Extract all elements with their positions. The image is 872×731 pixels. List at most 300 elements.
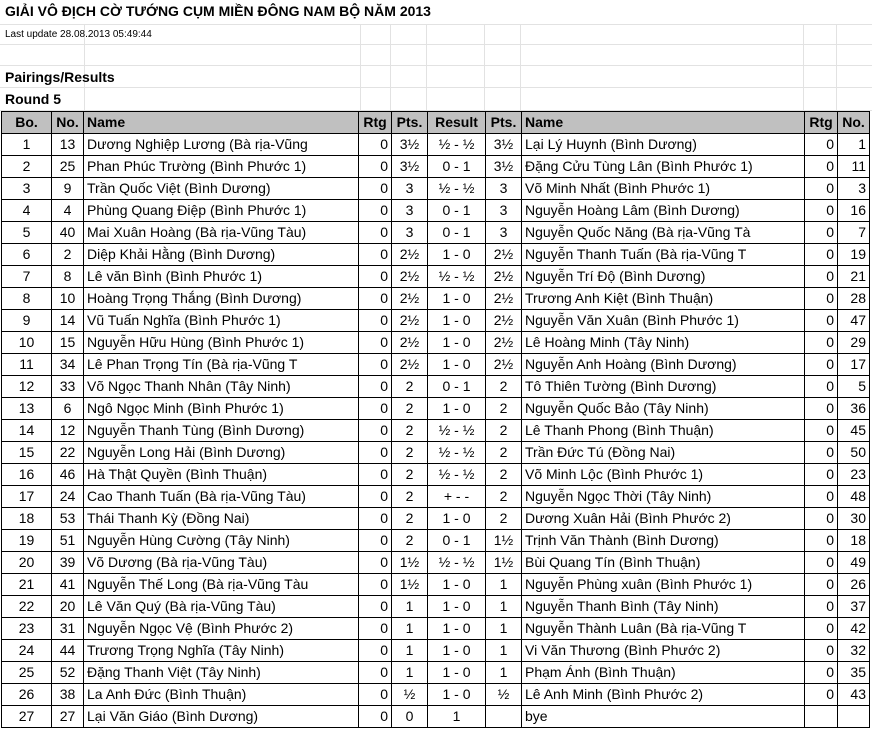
game-result: 1 - 0 [428, 508, 486, 530]
white-player-points: 0 [392, 706, 428, 728]
white-player-name: Lại Văn Giáo (Bình Dương) [84, 706, 359, 728]
white-player-number: 22 [52, 442, 84, 464]
white-player-number: 8 [52, 266, 84, 288]
black-player-name: Dương Xuân Hải (Bình Phước 2) [522, 508, 805, 530]
board-number: 6 [2, 244, 52, 266]
board-number: 20 [2, 552, 52, 574]
white-player-number: 2 [52, 244, 84, 266]
black-player-name: Phạm Ánh (Bình Thuận) [522, 662, 805, 684]
table-row [2, 200, 870, 222]
white-player-name: Cao Thanh Tuấn (Bà rịa-Vũng Tàu) [84, 486, 359, 508]
black-player-rating: 0 [805, 156, 838, 178]
section-heading: Pairings/Results [5, 69, 115, 85]
table-row [2, 442, 870, 464]
game-result: ½ - ½ [428, 420, 486, 442]
header-row [2, 112, 870, 134]
game-result: 0 - 1 [428, 222, 486, 244]
white-player-name: Vũ Tuấn Nghĩa (Bình Phước 1) [84, 310, 359, 332]
black-player-rating: 0 [805, 530, 838, 552]
white-player-points: 2 [392, 420, 428, 442]
black-player-points: 2½ [486, 332, 522, 354]
black-player-points: 1½ [486, 552, 522, 574]
black-player-rating: 0 [805, 310, 838, 332]
game-result: ½ - ½ [428, 442, 486, 464]
black-player-points: 2 [486, 486, 522, 508]
white-player-name: La Anh Đức (Bình Thuận) [84, 684, 359, 706]
black-player-points: 3 [486, 178, 522, 200]
board-number: 5 [2, 222, 52, 244]
white-player-number: 10 [52, 288, 84, 310]
black-player-rating: 0 [805, 508, 838, 530]
white-player-name: Nguyễn Thanh Tùng (Bình Dương) [84, 420, 359, 442]
white-player-number: 6 [52, 398, 84, 420]
game-result: ½ - ½ [428, 266, 486, 288]
black-player-name: Nguyễn Văn Xuân (Bình Phước 1) [522, 310, 805, 332]
white-player-number: 53 [52, 508, 84, 530]
white-player-rating: 0 [359, 684, 392, 706]
board-number: 11 [2, 354, 52, 376]
white-player-name: Nguyễn Long Hải (Bình Dương) [84, 442, 359, 464]
black-player-points: 3½ [486, 134, 522, 156]
black-player-rating: 0 [805, 552, 838, 574]
black-player-points: 2½ [486, 288, 522, 310]
table-row [2, 310, 870, 332]
white-player-rating: 0 [359, 618, 392, 640]
game-result: ½ - ½ [428, 134, 486, 156]
col-header-white-name: Name [84, 112, 359, 134]
black-player-number: 21 [838, 266, 870, 288]
black-player-name: Trần Đức Tú (Đồng Nai) [522, 442, 805, 464]
black-player-number: 11 [838, 156, 870, 178]
white-player-name: Nguyễn Hùng Cường (Tây Ninh) [84, 530, 359, 552]
white-player-rating: 0 [359, 530, 392, 552]
black-player-number: 5 [838, 376, 870, 398]
black-player-number: 26 [838, 574, 870, 596]
white-player-rating: 0 [359, 266, 392, 288]
black-player-rating: 0 [805, 486, 838, 508]
black-player-points: 2½ [486, 310, 522, 332]
white-player-points: ½ [392, 684, 428, 706]
white-player-number: 51 [52, 530, 84, 552]
black-player-rating: 0 [805, 134, 838, 156]
black-player-name: Nguyễn Thanh Tuấn (Bà rịa-Vũng T [522, 244, 805, 266]
black-player-number: 3 [838, 178, 870, 200]
tournament-title: GIẢI VÔ ĐỊCH CỜ TƯỚNG CỤM MIỀN ĐÔNG NAM BỘ NĂM 2013 [5, 3, 431, 19]
white-player-points: 2 [392, 530, 428, 552]
pairings-body [2, 134, 870, 728]
white-player-rating: 0 [359, 310, 392, 332]
table-row [2, 420, 870, 442]
black-player-name: Nguyễn Ngọc Thời (Tây Ninh) [522, 486, 805, 508]
table-row [2, 508, 870, 530]
white-player-number: 34 [52, 354, 84, 376]
black-player-number: 43 [838, 684, 870, 706]
white-player-points: 2½ [392, 288, 428, 310]
black-player-number: 30 [838, 508, 870, 530]
black-player-name: Nguyễn Quốc Bảo (Tây Ninh) [522, 398, 805, 420]
table-row [2, 156, 870, 178]
table-row [2, 464, 870, 486]
black-player-number: 28 [838, 288, 870, 310]
white-player-rating: 0 [359, 706, 392, 728]
black-player-rating: 0 [805, 354, 838, 376]
black-player-number: 18 [838, 530, 870, 552]
black-player-points: 3 [486, 200, 522, 222]
col-header-white-rating: Rtg [359, 112, 392, 134]
game-result: ½ - ½ [428, 178, 486, 200]
col-header-black-points: Pts. [486, 112, 522, 134]
table-row [2, 684, 870, 706]
black-player-rating: 0 [805, 464, 838, 486]
board-number: 14 [2, 420, 52, 442]
white-player-rating: 0 [359, 552, 392, 574]
white-player-points: 3 [392, 200, 428, 222]
black-player-points: 1 [486, 618, 522, 640]
white-player-points: 2 [392, 442, 428, 464]
black-player-points: 2 [486, 376, 522, 398]
black-player-points: 2 [486, 442, 522, 464]
table-row [2, 662, 870, 684]
white-player-name: Lê Văn Quý (Bà rịa-Vũng Tàu) [84, 596, 359, 618]
white-player-name: Thái Thanh Kỳ (Đồng Nai) [84, 508, 359, 530]
table-row [2, 354, 870, 376]
white-player-rating: 0 [359, 574, 392, 596]
black-player-rating: 0 [805, 420, 838, 442]
board-number: 27 [2, 706, 52, 728]
game-result: ½ - ½ [428, 464, 486, 486]
black-player-number: 29 [838, 332, 870, 354]
white-player-points: 2½ [392, 332, 428, 354]
white-player-points: 1 [392, 618, 428, 640]
game-result: 1 - 0 [428, 574, 486, 596]
black-player-number: 45 [838, 420, 870, 442]
black-player-name: Nguyễn Trí Độ (Bình Dương) [522, 266, 805, 288]
board-number: 18 [2, 508, 52, 530]
white-player-number: 38 [52, 684, 84, 706]
white-player-name: Đặng Thanh Việt (Tây Ninh) [84, 662, 359, 684]
black-player-rating [805, 706, 838, 728]
white-player-number: 41 [52, 574, 84, 596]
white-player-number: 12 [52, 420, 84, 442]
board-number: 15 [2, 442, 52, 464]
black-player-name: Nguyễn Anh Hoàng (Bình Dương) [522, 354, 805, 376]
table-row [2, 266, 870, 288]
black-player-number: 48 [838, 486, 870, 508]
board-number: 24 [2, 640, 52, 662]
black-player-name: bye [522, 706, 805, 728]
black-player-rating: 0 [805, 288, 838, 310]
black-player-rating: 0 [805, 244, 838, 266]
table-row [2, 596, 870, 618]
board-number: 16 [2, 464, 52, 486]
black-player-name: Nguyễn Hoàng Lâm (Bình Dương) [522, 200, 805, 222]
black-player-name: Nguyễn Thanh Bình (Tây Ninh) [522, 596, 805, 618]
black-player-points: 2 [486, 420, 522, 442]
black-player-name: Nguyễn Quốc Năng (Bà rịa-Vũng Tà [522, 222, 805, 244]
white-player-name: Trương Trọng Nghĩa (Tây Ninh) [84, 640, 359, 662]
black-player-points [486, 706, 522, 728]
white-player-name: Diệp Khải Hằng (Bình Dương) [84, 244, 359, 266]
white-player-rating: 0 [359, 332, 392, 354]
black-player-points: 2 [486, 398, 522, 420]
col-header-board: Bo. [2, 112, 52, 134]
white-player-rating: 0 [359, 178, 392, 200]
last-update-text: Last update 28.08.2013 05:49:44 [5, 29, 152, 40]
black-player-number: 37 [838, 596, 870, 618]
white-player-rating: 0 [359, 134, 392, 156]
table-row [2, 552, 870, 574]
black-player-rating: 0 [805, 442, 838, 464]
white-player-rating: 0 [359, 464, 392, 486]
game-result: 1 - 0 [428, 398, 486, 420]
col-header-result: Result [428, 112, 486, 134]
board-number: 17 [2, 486, 52, 508]
board-number: 3 [2, 178, 52, 200]
game-result: 1 - 0 [428, 684, 486, 706]
white-player-rating: 0 [359, 442, 392, 464]
black-player-name: Lê Thanh Phong (Bình Thuận) [522, 420, 805, 442]
black-player-number [838, 706, 870, 728]
black-player-rating: 0 [805, 618, 838, 640]
white-player-name: Ngô Ngọc Minh (Bình Phước 1) [84, 398, 359, 420]
table-row [2, 574, 870, 596]
white-player-name: Phan Phúc Trường (Bình Phước 1) [84, 156, 359, 178]
round-heading: Round 5 [5, 91, 61, 107]
table-row [2, 288, 870, 310]
black-player-points: 1 [486, 640, 522, 662]
white-player-points: 2 [392, 508, 428, 530]
white-player-number: 44 [52, 640, 84, 662]
game-result: 1 - 0 [428, 244, 486, 266]
black-player-name: Vi Văn Thương (Bình Phước 2) [522, 640, 805, 662]
white-player-points: 2 [392, 376, 428, 398]
white-player-rating: 0 [359, 244, 392, 266]
white-player-number: 9 [52, 178, 84, 200]
white-player-rating: 0 [359, 222, 392, 244]
white-player-name: Nguyễn Thế Long (Bà rịa-Vũng Tàu [84, 574, 359, 596]
white-player-number: 27 [52, 706, 84, 728]
white-player-points: 2½ [392, 310, 428, 332]
white-player-points: 2½ [392, 354, 428, 376]
board-number: 4 [2, 200, 52, 222]
white-player-points: 2 [392, 398, 428, 420]
board-number: 13 [2, 398, 52, 420]
table-row [2, 376, 870, 398]
white-player-rating: 0 [359, 288, 392, 310]
board-number: 10 [2, 332, 52, 354]
black-player-rating: 0 [805, 376, 838, 398]
white-player-points: 1½ [392, 552, 428, 574]
black-player-number: 16 [838, 200, 870, 222]
white-player-points: 1½ [392, 574, 428, 596]
game-result: 0 - 1 [428, 200, 486, 222]
black-player-number: 47 [838, 310, 870, 332]
black-player-number: 7 [838, 222, 870, 244]
board-number: 21 [2, 574, 52, 596]
game-result: ½ - ½ [428, 552, 486, 574]
white-player-points: 3½ [392, 134, 428, 156]
black-player-rating: 0 [805, 640, 838, 662]
game-result: 1 - 0 [428, 662, 486, 684]
black-player-number: 32 [838, 640, 870, 662]
white-player-rating: 0 [359, 596, 392, 618]
white-player-number: 20 [52, 596, 84, 618]
black-player-points: 2 [486, 508, 522, 530]
game-result: 1 [428, 706, 486, 728]
table-row [2, 618, 870, 640]
col-header-black-name: Name [522, 112, 805, 134]
board-number: 25 [2, 662, 52, 684]
white-player-points: 3 [392, 222, 428, 244]
white-player-number: 33 [52, 376, 84, 398]
board-number: 8 [2, 288, 52, 310]
table-row [2, 134, 870, 156]
black-player-points: ½ [486, 684, 522, 706]
table-row [2, 244, 870, 266]
table-row [2, 640, 870, 662]
black-player-name: Bùi Quang Tín (Bình Thuận) [522, 552, 805, 574]
col-header-black-number: No. [838, 112, 870, 134]
white-player-name: Hà Thật Quyền (Bình Thuận) [84, 464, 359, 486]
game-result: 1 - 0 [428, 310, 486, 332]
game-result: + - - [428, 486, 486, 508]
black-player-points: 1 [486, 596, 522, 618]
black-player-name: Tô Thiên Tường (Bình Dương) [522, 376, 805, 398]
white-player-name: Lê văn Bình (Bình Phước 1) [84, 266, 359, 288]
black-player-name: Lê Anh Minh (Bình Phước 2) [522, 684, 805, 706]
black-player-name: Võ Minh Lộc (Bình Phước 1) [522, 464, 805, 486]
black-player-points: 1 [486, 574, 522, 596]
table-row [2, 398, 870, 420]
game-result: 0 - 1 [428, 156, 486, 178]
game-result: 1 - 0 [428, 596, 486, 618]
white-player-rating: 0 [359, 640, 392, 662]
pairings-table [1, 111, 870, 728]
black-player-rating: 0 [805, 574, 838, 596]
white-player-rating: 0 [359, 354, 392, 376]
board-number: 19 [2, 530, 52, 552]
white-player-name: Trần Quốc Việt (Bình Dương) [84, 178, 359, 200]
white-player-name: Nguyễn Ngọc Vệ (Bình Phước 2) [84, 618, 359, 640]
game-result: 1 - 0 [428, 618, 486, 640]
game-result: 1 - 0 [428, 288, 486, 310]
white-player-points: 1 [392, 640, 428, 662]
white-player-name: Võ Dương (Bà rịa-Vũng Tàu) [84, 552, 359, 574]
white-player-name: Lê Phan Trọng Tín (Bà rịa-Vũng T [84, 354, 359, 376]
game-result: 0 - 1 [428, 530, 486, 552]
white-player-name: Võ Ngọc Thanh Nhân (Tây Ninh) [84, 376, 359, 398]
col-header-white-points: Pts. [392, 112, 428, 134]
white-player-number: 52 [52, 662, 84, 684]
white-player-points: 1 [392, 662, 428, 684]
white-player-name: Mai Xuân Hoàng (Bà rịa-Vũng Tàu) [84, 222, 359, 244]
black-player-rating: 0 [805, 266, 838, 288]
black-player-number: 50 [838, 442, 870, 464]
black-player-number: 36 [838, 398, 870, 420]
white-player-rating: 0 [359, 508, 392, 530]
black-player-name: Lại Lý Huynh (Bình Dương) [522, 134, 805, 156]
white-player-number: 4 [52, 200, 84, 222]
table-row [2, 486, 870, 508]
board-number: 12 [2, 376, 52, 398]
black-player-points: 2½ [486, 266, 522, 288]
board-number: 1 [2, 134, 52, 156]
game-result: 1 - 0 [428, 640, 486, 662]
board-number: 9 [2, 310, 52, 332]
white-player-name: Hoàng Trọng Thắng (Bình Dương) [84, 288, 359, 310]
black-player-number: 19 [838, 244, 870, 266]
black-player-points: 3½ [486, 156, 522, 178]
white-player-name: Dương Nghiệp Lương (Bà rịa-Vũng [84, 134, 359, 156]
black-player-name: Trương Anh Kiệt (Bình Thuận) [522, 288, 805, 310]
board-number: 7 [2, 266, 52, 288]
col-header-black-rating: Rtg [805, 112, 838, 134]
black-player-points: 2 [486, 464, 522, 486]
black-player-number: 42 [838, 618, 870, 640]
white-player-rating: 0 [359, 662, 392, 684]
white-player-points: 3 [392, 178, 428, 200]
white-player-number: 13 [52, 134, 84, 156]
black-player-number: 17 [838, 354, 870, 376]
black-player-name: Võ Minh Nhất (Bình Phước 1) [522, 178, 805, 200]
black-player-rating: 0 [805, 662, 838, 684]
board-number: 22 [2, 596, 52, 618]
white-player-rating: 0 [359, 486, 392, 508]
white-player-number: 40 [52, 222, 84, 244]
table-row [2, 530, 870, 552]
game-result: 1 - 0 [428, 354, 486, 376]
game-result: 0 - 1 [428, 376, 486, 398]
white-player-number: 25 [52, 156, 84, 178]
black-player-number: 35 [838, 662, 870, 684]
black-player-number: 49 [838, 552, 870, 574]
white-player-rating: 0 [359, 398, 392, 420]
white-player-name: Nguyễn Hữu Hùng (Bình Phước 1) [84, 332, 359, 354]
white-player-rating: 0 [359, 200, 392, 222]
white-player-number: 39 [52, 552, 84, 574]
black-player-points: 2½ [486, 244, 522, 266]
white-player-points: 3½ [392, 156, 428, 178]
black-player-rating: 0 [805, 178, 838, 200]
black-player-name: Đặng Cửu Tùng Lân (Bình Phước 1) [522, 156, 805, 178]
black-player-name: Nguyễn Phùng xuân (Bình Phước 1) [522, 574, 805, 596]
black-player-rating: 0 [805, 398, 838, 420]
white-player-number: 46 [52, 464, 84, 486]
white-player-points: 2½ [392, 244, 428, 266]
table-row [2, 706, 870, 728]
black-player-rating: 0 [805, 684, 838, 706]
white-player-number: 24 [52, 486, 84, 508]
white-player-points: 2 [392, 486, 428, 508]
white-player-number: 15 [52, 332, 84, 354]
black-player-rating: 0 [805, 222, 838, 244]
white-player-points: 2 [392, 464, 428, 486]
table-row [2, 178, 870, 200]
game-result: 1 - 0 [428, 332, 486, 354]
white-player-points: 2½ [392, 266, 428, 288]
black-player-rating: 0 [805, 596, 838, 618]
black-player-name: Lê Hoàng Minh (Tây Ninh) [522, 332, 805, 354]
black-player-number: 1 [838, 134, 870, 156]
white-player-number: 31 [52, 618, 84, 640]
black-player-rating: 0 [805, 200, 838, 222]
white-player-points: 1 [392, 596, 428, 618]
board-number: 23 [2, 618, 52, 640]
col-header-white-number: No. [52, 112, 84, 134]
black-player-points: 1 [486, 662, 522, 684]
white-player-number: 14 [52, 310, 84, 332]
black-player-points: 2½ [486, 354, 522, 376]
